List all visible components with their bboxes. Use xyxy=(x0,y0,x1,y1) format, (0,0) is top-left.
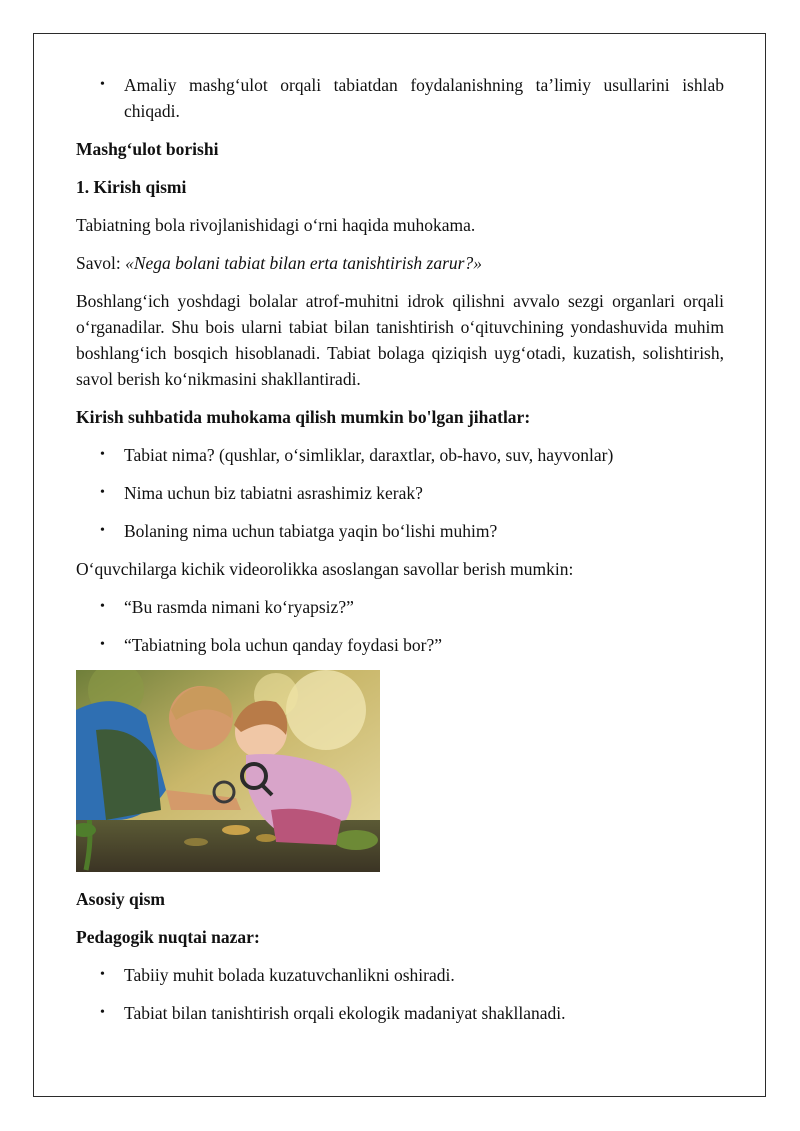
intro-bullet-text: Amaliy mashg‘ulot orqali tabiatdan foydalanishning ta’limiy usullarini ishlab chiqadi. xyxy=(124,75,724,121)
video-item: • “Bu rasmda nimani ko‘ryapsiz?” xyxy=(76,594,724,620)
discussion-item: • Tabiat nima? (qushlar, o‘simliklar, daraxtlar, ob-havo, suv, hayvonlar) xyxy=(76,442,724,468)
topic-text: Tabiatning bola rivojlanishidagi o‘rni haqida muhokama. xyxy=(76,215,476,235)
bullet-icon: • xyxy=(100,485,105,500)
discussion-title: Kirish suhbatida muhokama qilish mumkin bo'lgan jihatlar: xyxy=(76,407,531,427)
bullet-icon: • xyxy=(100,599,105,614)
bullet-icon: • xyxy=(100,523,105,538)
children-magnifier-photo xyxy=(76,670,380,872)
bullet-icon: • xyxy=(100,447,105,462)
question-text: «Nega bolani tabiat bilan erta tanishtirish zarur?» xyxy=(125,253,482,273)
pedagogy-item: • Tabiiy muhit bolada kuzatuvchanlikni oshiradi. xyxy=(76,962,724,988)
pedagogy-item: • Tabiat bilan tanishtirish orqali ekologik madaniyat shakllanadi. xyxy=(76,1000,724,1026)
pedagogy-title: Pedagogik nuqtai nazar: xyxy=(76,927,260,947)
bullet-icon: • xyxy=(100,637,105,652)
bullet-icon: • xyxy=(100,967,105,982)
question-line xyxy=(76,250,724,276)
intro-bullet xyxy=(76,72,724,124)
video-intro: O‘quvchilarga kichik videorolikka asoslangan savollar berish mumkin: xyxy=(76,559,574,579)
intro-paragraph: Boshlang‘ich yoshdagi bolalar atrof-muhitni idrok qilishni avvalo sezgi organlari orqali o‘rganadilar. Shu bois ularni tabiat bilan tanishtirish o‘qituvchining yondashuvida muhim boshlang‘ich bosqich hisoblanadi. Tabiat bolaga qiziqish uyg‘otadi, kuzatish, solishtirish, savol berish ko‘nikmasini shakllantiradi. xyxy=(76,291,724,389)
discussion-item: • Nima uchun biz tabiatni asrashimiz kerak? xyxy=(76,480,724,506)
part1-title: 1. Kirish qismi xyxy=(76,177,187,197)
bullet-icon: • xyxy=(100,1005,105,1020)
video-item: • “Tabiatning bola uchun qanday foydasi bor?” xyxy=(76,632,724,658)
question-label: Savol: xyxy=(76,253,126,273)
document-body xyxy=(76,72,724,1038)
main-title: Asosiy qism xyxy=(76,889,165,909)
bullet-icon: • xyxy=(100,77,105,92)
section-title: Mashg‘ulot borishi xyxy=(76,139,219,159)
discussion-item: • Bolaning nima uchun tabiatga yaqin bo‘lishi muhim? xyxy=(76,518,724,544)
